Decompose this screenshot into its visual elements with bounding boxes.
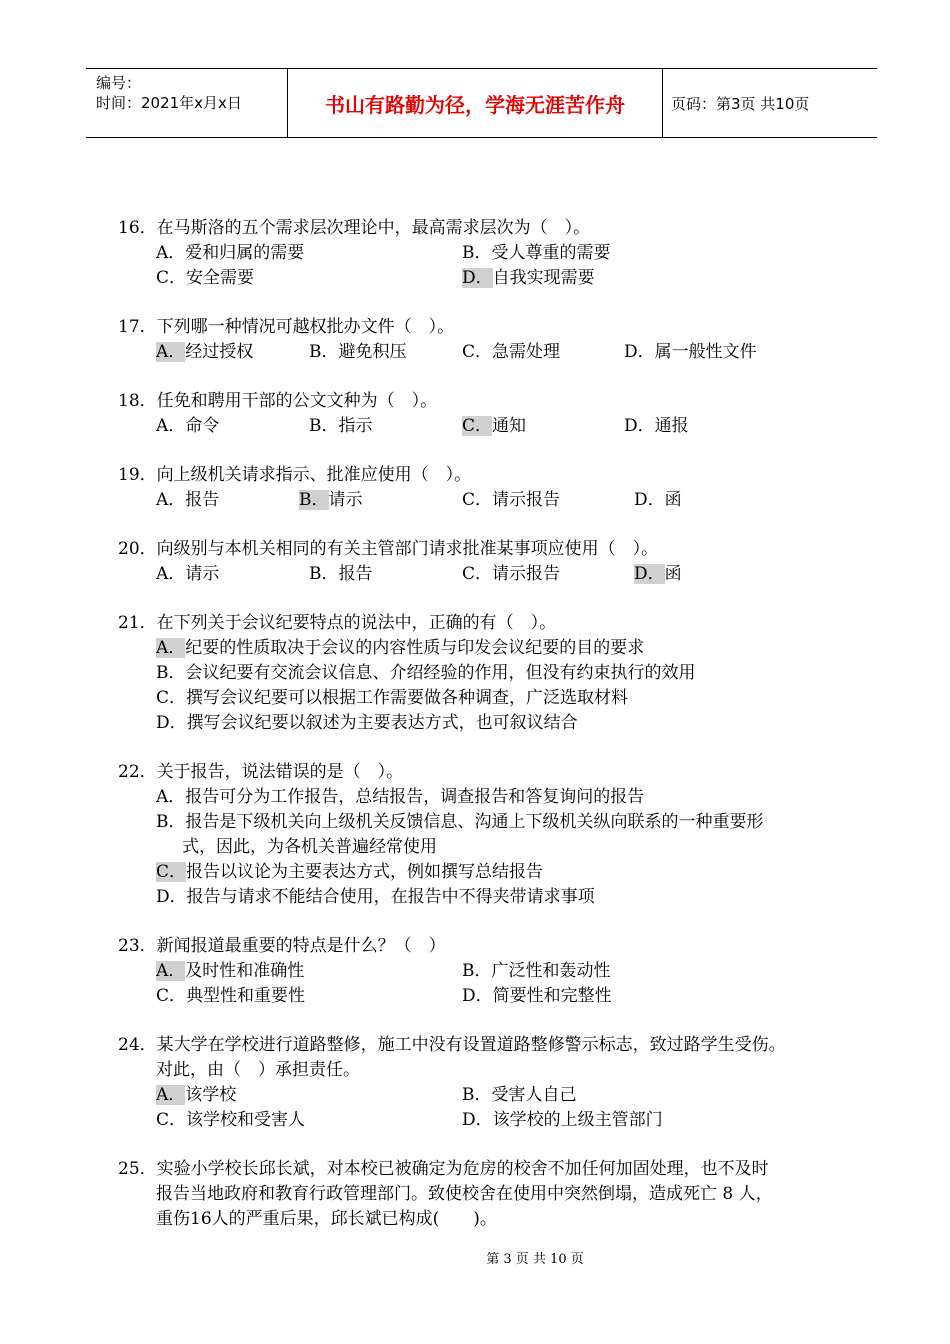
option-d: D．函 bbox=[634, 564, 682, 584]
option-a: A．请示 bbox=[156, 564, 220, 584]
question-18 bbox=[118, 389, 878, 439]
number-label: 编号： bbox=[96, 74, 142, 92]
option-b: B．避免积压 bbox=[309, 342, 407, 362]
option-d: D．自我实现需要 bbox=[462, 268, 595, 288]
option-d: D．撰写会议纪要以叙述为主要表达方式，也可叙议结合 bbox=[156, 713, 578, 733]
question-list bbox=[118, 216, 878, 1256]
option-b: B．报告 bbox=[309, 564, 373, 584]
question-stem: 25．实验小学校长邱长斌，对本校已被确定为危房的校舍不加任何加固处理，也不及时 bbox=[118, 1159, 769, 1179]
option-c: C．请示报告 bbox=[462, 490, 561, 510]
page-header bbox=[86, 68, 877, 138]
question-stem: 24．某大学在学校进行道路整修，施工中没有设置道路整修警示标志，致过路学生受伤。 bbox=[118, 1035, 786, 1055]
question-21 bbox=[118, 611, 878, 736]
option-c: C．撰写会议纪要可以根据工作需要做各种调查，广泛选取材料 bbox=[156, 688, 629, 708]
question-24 bbox=[118, 1033, 878, 1133]
option-b: B．受人尊重的需要 bbox=[462, 243, 611, 263]
option-a: A．及时性和准确性 bbox=[156, 961, 305, 981]
question-stem: 16．在马斯洛的五个需求层次理论中，最高需求层次为（ ）。 bbox=[118, 218, 591, 238]
question-stem: 20．向级别与本机关相同的有关主管部门请求批准某事项应使用（ ）。 bbox=[118, 539, 659, 559]
question-17 bbox=[118, 315, 878, 365]
option-a: A．纪要的性质取决于会议的内容性质与印发会议纪要的目的要求 bbox=[156, 638, 645, 658]
option-b-continued: 式，因此，为各机关普遍经常使用 bbox=[182, 837, 437, 857]
option-b: B．请示 bbox=[299, 490, 363, 510]
question-16 bbox=[118, 216, 878, 291]
option-a: A．报告可分为工作报告，总结报告，调查报告和答复询问的报告 bbox=[156, 787, 645, 807]
option-c: C．通知 bbox=[462, 416, 527, 436]
question-20 bbox=[118, 537, 878, 587]
option-b: B．受害人自己 bbox=[462, 1085, 577, 1105]
time-label: 时间：2021年x月x日 bbox=[96, 94, 242, 112]
header-motto: 书山有路勤为径，学海无涯苦作舟 bbox=[287, 69, 663, 137]
question-stem: 22．关于报告，说法错误的是（ ）。 bbox=[118, 762, 404, 782]
option-a: A．报告 bbox=[156, 490, 220, 510]
question-23 bbox=[118, 934, 878, 1009]
option-a: A．经过授权 bbox=[156, 342, 254, 362]
header-page-info: 页码：第3页 共10页 bbox=[671, 95, 810, 113]
option-c: C．典型性和重要性 bbox=[156, 986, 306, 1006]
option-c: C．请示报告 bbox=[462, 564, 561, 584]
question-stem-continued: 报告当地政府和教育行政管理部门。致使校舍在使用中突然倒塌，造成死亡 8 人， bbox=[156, 1184, 773, 1204]
option-a: A．该学校 bbox=[156, 1085, 237, 1105]
header-meta bbox=[96, 73, 242, 113]
option-c: C．报告以议论为主要表达方式，例如撰写总结报告 bbox=[156, 862, 544, 882]
option-d: D．该学校的上级主管部门 bbox=[462, 1110, 663, 1130]
option-c: C．该学校和受害人 bbox=[156, 1110, 306, 1130]
option-b: B．报告是下级机关向上级机关反馈信息、沟通上下级机关纵向联系的一种重要形 bbox=[156, 812, 764, 832]
option-d: D．简要性和完整性 bbox=[462, 986, 612, 1006]
option-b: B．指示 bbox=[309, 416, 373, 436]
question-stem: 18．任免和聘用干部的公文文种为（ ）。 bbox=[118, 391, 438, 411]
page-footer: 第 3 页 共 10 页 bbox=[486, 1252, 584, 1267]
option-d: D．通报 bbox=[624, 416, 689, 436]
question-stem-continued: 对此，由（ ）承担责任。 bbox=[156, 1060, 360, 1080]
option-c: C．急需处理 bbox=[462, 342, 561, 362]
option-b: B．会议纪要有交流会议信息、介绍经验的作用，但没有约束执行的效用 bbox=[156, 663, 696, 683]
question-25 bbox=[118, 1157, 878, 1232]
option-c: C．安全需要 bbox=[156, 268, 255, 288]
question-22 bbox=[118, 760, 878, 910]
question-stem: 23．新闻报道最重要的特点是什么？（ ） bbox=[118, 936, 446, 956]
option-d: D．报告与请求不能结合使用，在报告中不得夹带请求事项 bbox=[156, 887, 595, 907]
option-a: A．爱和归属的需要 bbox=[156, 243, 305, 263]
question-stem: 21．在下列关于会议纪要特点的说法中，正确的有（ ）。 bbox=[118, 613, 557, 633]
option-b: B．广泛性和轰动性 bbox=[462, 961, 611, 981]
question-stem: 17．下列哪一种情况可越权批办文件（ ）。 bbox=[118, 317, 455, 337]
option-d: D．函 bbox=[634, 490, 682, 510]
option-d: D．属一般性文件 bbox=[624, 342, 757, 362]
question-stem-continued: 重伤16人的严重后果，邱长斌已构成( )。 bbox=[156, 1209, 497, 1229]
option-a: A．命令 bbox=[156, 416, 220, 436]
question-stem: 19．向上级机关请求指示、批准应使用（ ）。 bbox=[118, 465, 472, 485]
question-19 bbox=[118, 463, 878, 513]
